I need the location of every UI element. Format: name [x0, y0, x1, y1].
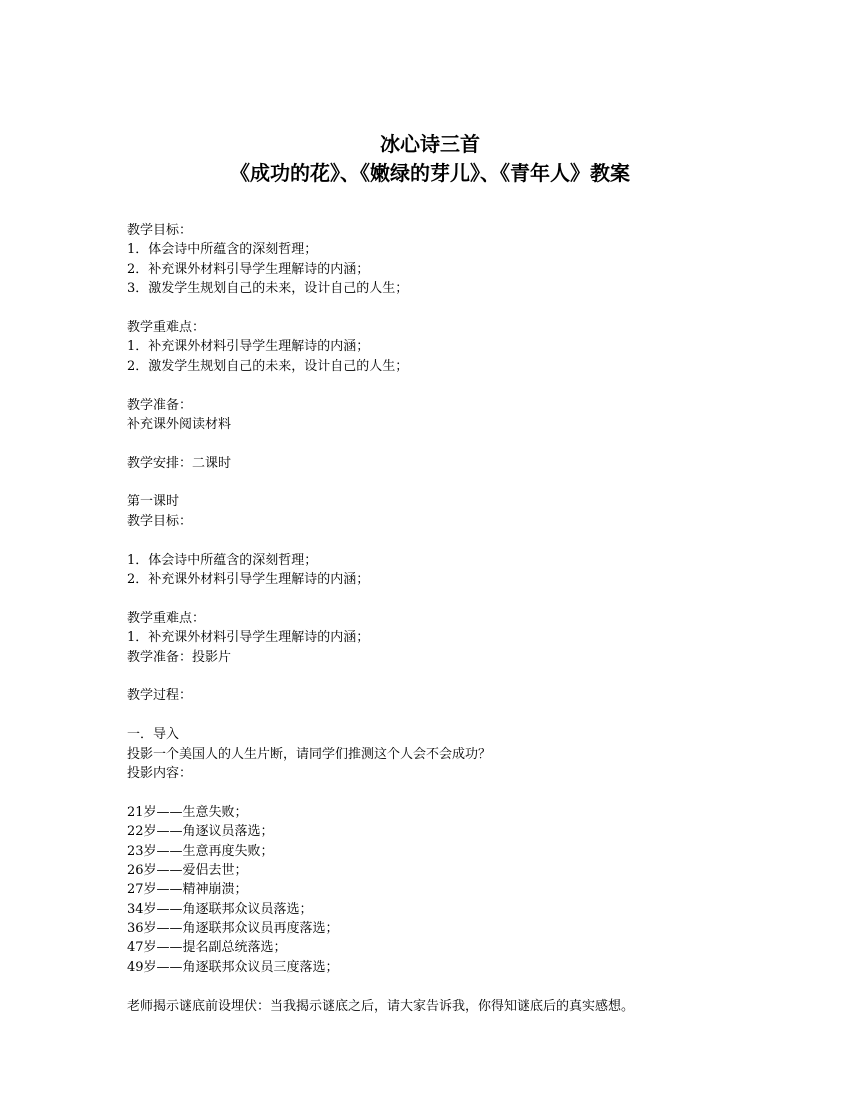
lesson1-key-item: 1．补充课外材料引导学生理解诗的内涵；	[127, 630, 370, 646]
spacer	[127, 376, 767, 395]
timeline-item: 36岁——角逐联邦众议员再度落选；	[127, 921, 339, 937]
objective-item: 2．补充课外材料引导学生理解诗的内涵；	[127, 261, 370, 277]
lesson1-key-heading: 教学重难点：	[127, 610, 206, 626]
timeline-item: 26岁——爱侣去世；	[127, 862, 248, 878]
spacer	[127, 589, 767, 608]
key-point-item: 2．激发学生规划自己的未来，设计自己的人生；	[127, 358, 409, 374]
spacer	[127, 977, 767, 996]
objective-item: 3．激发学生规划自己的未来，设计自己的人生；	[127, 281, 409, 297]
timeline-item: 23岁——生意再度失败；	[127, 843, 274, 859]
document-title	[0, 130, 860, 188]
spacer	[127, 667, 767, 686]
spacer	[127, 531, 767, 550]
spacer	[127, 434, 767, 453]
timeline-item: 49岁——角逐联邦众议员三度落选；	[127, 959, 339, 975]
arrangement-text: 教学安排：二课时	[127, 455, 232, 471]
intro-line: 投影一个美国人的人生片断，请同学们推测这个人会不会成功？	[127, 746, 492, 762]
spacer	[127, 299, 767, 318]
lesson1-objective-item: 1．体会诗中所蕴含的深刻哲理；	[127, 552, 318, 568]
closing-text: 老师揭示谜底前设埋伏：当我揭示谜底之后，请大家告诉我，你得知谜底后的真实感想。	[127, 998, 635, 1014]
document-body	[127, 221, 767, 1016]
objective-item: 1．体会诗中所蕴含的深刻哲理；	[127, 242, 318, 258]
title-line-1: 冰心诗三首	[380, 132, 480, 156]
timeline-item: 34岁——角逐联邦众议员落选；	[127, 901, 313, 917]
objectives-heading: 教学目标：	[127, 223, 193, 238]
key-points-heading: 教学重难点：	[127, 319, 206, 335]
spacer	[127, 473, 767, 492]
spacer	[127, 783, 767, 802]
lesson1-objective-item: 2．补充课外材料引导学生理解诗的内涵；	[127, 572, 370, 588]
timeline-item: 22岁——角逐议员落选；	[127, 824, 274, 840]
spacer	[127, 706, 767, 725]
intro-heading: 一．导入	[127, 727, 180, 743]
lesson1-heading: 第一课时	[127, 494, 180, 510]
lesson1-prep-text: 教学准备：投影片	[127, 649, 232, 665]
lesson1-objectives-heading: 教学目标：	[127, 513, 193, 529]
timeline-item: 47岁——提名副总统落选；	[127, 940, 287, 956]
preparation-text: 补充课外阅读材料	[127, 416, 232, 432]
timeline-item: 27岁——精神崩溃；	[127, 882, 248, 898]
title-line-2: 《成功的花》、《嫩绿的芽儿》、《青年人》教案	[230, 161, 630, 185]
key-point-item: 1．补充课外材料引导学生理解诗的内涵；	[127, 339, 370, 355]
intro-line: 投影内容：	[127, 765, 193, 781]
timeline-item: 21岁——生意失败；	[127, 804, 248, 820]
preparation-heading: 教学准备：	[127, 397, 193, 413]
process-heading: 教学过程：	[127, 688, 193, 704]
